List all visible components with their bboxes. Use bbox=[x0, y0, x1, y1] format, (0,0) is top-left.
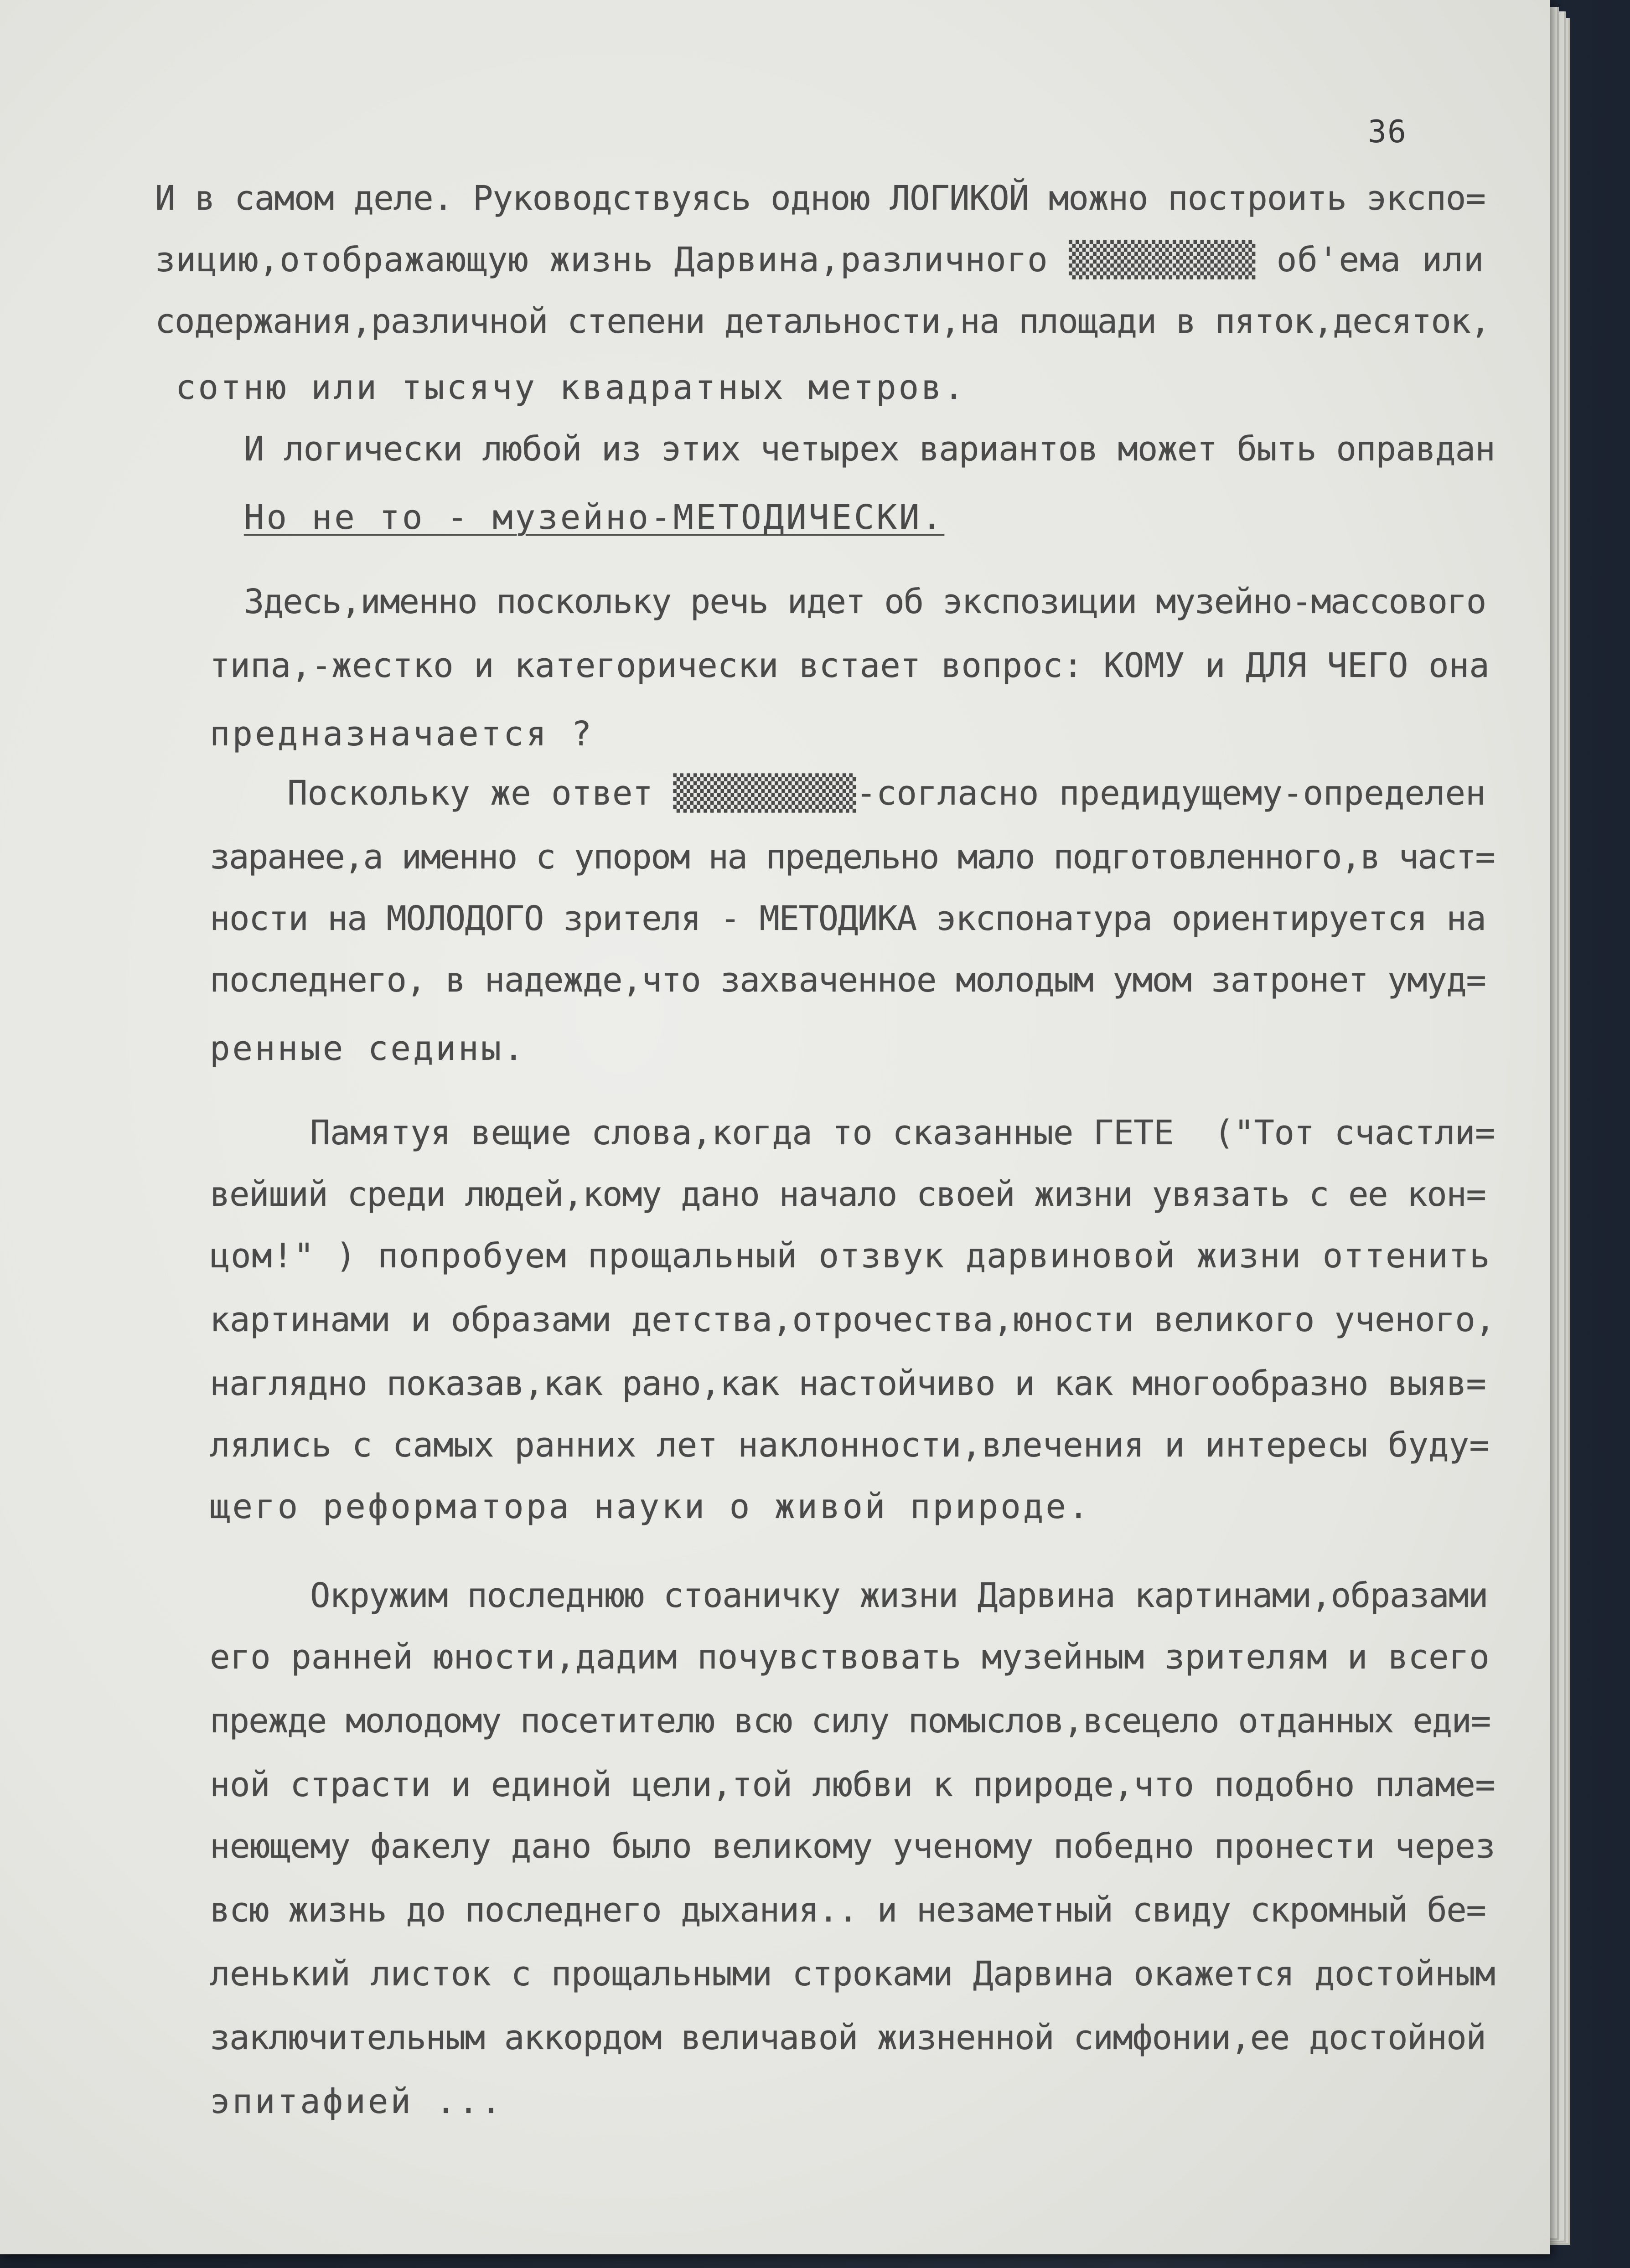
text-line: зицию,отображающую жизнь Дарвина,различного ▒▒▒▒▒▒▒▒▒ об'ема или bbox=[155, 240, 1485, 279]
text-line: неющему факелу дано было великому ученому победно пронести через bbox=[210, 1827, 1495, 1866]
text-line: И в самом деле. Руководствуясь одною ЛОГИКОЙ можно построить экспо= bbox=[155, 179, 1485, 218]
text-line: прежде молодому посетителю всю силу помыслов,всецело отданных еди= bbox=[210, 1701, 1490, 1741]
text-line: предназначается ? bbox=[210, 714, 594, 754]
text-line: эпитафией ... bbox=[210, 2082, 504, 2121]
text-line: Окружим последнюю стоаничку жизни Дарвина картинами,образами bbox=[310, 1576, 1488, 1615]
text-line: типа,-жестко и категорически встает вопрос: КОМУ и ДЛЯ ЧЕГО она bbox=[210, 646, 1490, 685]
text-line: ленький листок с прощальными строками Дарвина окажется достойным bbox=[210, 1954, 1495, 1994]
text-line: ренные седины. bbox=[210, 1029, 526, 1068]
text-line: И логически любой из этих четырех вариантов может быть оправдан bbox=[244, 429, 1495, 469]
text-line: лялись с самых ранних лет наклонности,влечения и интересы буду= bbox=[210, 1426, 1490, 1465]
text-line: заранее,а именно с упором на предельно мало подготовленного,в част= bbox=[210, 837, 1495, 877]
text-line: цом!" ) попробуем прощальный отзвук дарвиновой жизни оттенить bbox=[210, 1236, 1491, 1276]
text-line: картинами и образами детства,отрочества,юности великого ученого, bbox=[210, 1300, 1495, 1339]
text-line: наглядно показав,как рано,как настойчиво и как многообразно выяв= bbox=[210, 1364, 1486, 1403]
text-line: Здесь,именно поскольку речь идет об экспозиции музейно-массового bbox=[244, 582, 1486, 621]
text-line: содержания,различной степени детальности,на площади в пяток,десяток, bbox=[155, 302, 1490, 341]
text-line: Памятуя вещие слова,когда то сказанные ГЕТЕ ("Тот счастли= bbox=[310, 1113, 1495, 1152]
text-line: ной страсти и единой цели,той любви к природе,что подобно пламе= bbox=[210, 1765, 1495, 1804]
text-line: его ранней юности,дадим почувствовать музейным зрителям и всего bbox=[210, 1638, 1490, 1677]
text-line: вейший среди людей,кому дано начало своей жизни увязать с ее кон= bbox=[210, 1175, 1486, 1214]
text-line: заключительным аккордом величавой жизненной симфонии,ее достойной bbox=[210, 2018, 1486, 2057]
text-line: последнего, в надежде,что захваченное молодым умом затронет умуд= bbox=[210, 961, 1486, 1000]
text-line: Поскольку же ответ ▒▒▒▒▒▒▒▒▒-согласно предидущему-определен bbox=[287, 774, 1486, 813]
text-line-underlined: Но не то - музейно-МЕТОДИЧЕСКИ. bbox=[244, 498, 945, 537]
text-line: щего реформатора науки о живой природе. bbox=[210, 1487, 1091, 1526]
text-line: сотню или тысячу квадратных метров. bbox=[176, 368, 967, 407]
text-line: ности на МОЛОДОГО зрителя - МЕТОДИКА экспонатура ориентируется на bbox=[210, 899, 1486, 938]
text-line: всю жизнь до последнего дыхания.. и незаметный свиду скромный бе= bbox=[210, 1891, 1486, 1930]
page-number: 36 bbox=[1368, 114, 1407, 150]
